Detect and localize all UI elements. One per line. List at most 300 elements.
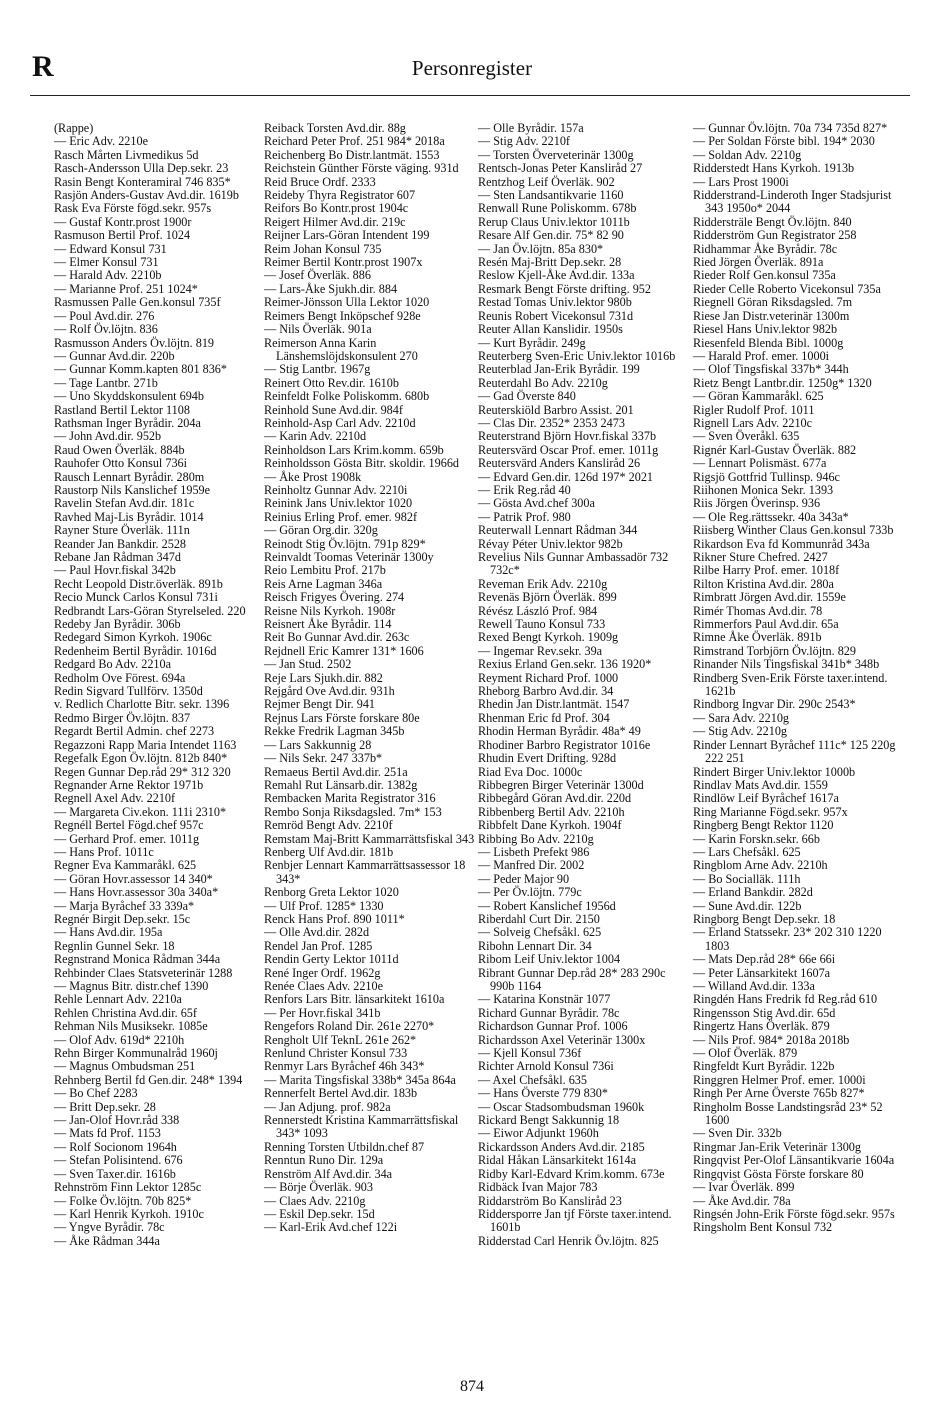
index-entry: Rebane Jan Rådman 347d — [54, 550, 181, 564]
index-entry: Rehbinder Claes Statsveterinär 1288 — [54, 965, 233, 980]
index-entry: Rigler Rudolf Prof. 1011 — [693, 402, 815, 417]
index-entry: — Ulf Prof. 1285* 1330 — [264, 898, 384, 913]
index-entry: Riesenfeld Blenda Bibl. 1000g — [693, 335, 844, 350]
index-entry: Reinius Erling Prof. emer. 982f — [264, 509, 417, 524]
index-entry: Revelius Nils Gunnar Ambassadör 732 732c* — [478, 550, 669, 578]
index-entry: v. Redlich Charlotte Bitr. sekr. 1396 — [54, 697, 230, 712]
index-entry: Reio Lembitu Prof. 217b — [264, 563, 386, 578]
index-entry: — Olof Adv. 619d* 2210h — [54, 1032, 185, 1047]
index-entry: — Erland Bankdir. 282d — [693, 885, 813, 900]
index-entry: — Ingemar Rev.sekr. 39a — [478, 643, 603, 658]
index-entry: — Marita Tingsfiskal 338b* 345a 864a — [264, 1072, 456, 1087]
index-entry: Redeby Jan Byrådir. 306b — [54, 617, 181, 632]
index-entry: — Rolf Öv.löjtn. 836 — [54, 322, 158, 337]
index-entry: — Kurt Byrådir. 249g — [478, 335, 586, 350]
index-entry: — Hans Prof. 1011c — [54, 844, 154, 859]
index-entry: — Folke Öv.löjtn. 70b 825* — [54, 1193, 192, 1208]
index-entry: Ringberg Bengt Rektor 1120 — [693, 818, 834, 833]
index-entry: — Claes Adv. 2210g — [264, 1193, 366, 1208]
index-entry: Ribbing Bo Adv. 2210g — [478, 831, 594, 846]
index-entry: — Gustaf Kontr.prost 1900r — [54, 214, 192, 229]
index-entry: Reje Lars Sjukh.dir. 882 — [264, 670, 383, 685]
index-entry: Rask Eva Förste fögd.sekr. 957s — [54, 201, 212, 216]
index-entry: Rasin Bengt Konteramiral 746 835* — [54, 174, 231, 189]
index-entry: — Mats fd Prof. 1153 — [54, 1126, 161, 1141]
index-entry: Riberdahl Curt Dir. 2150 — [478, 911, 600, 926]
index-entry: — Lars-Åke Sjukh.dir. 884 — [264, 281, 398, 296]
index-entry: Rilton Kristina Avd.dir. 280a — [693, 576, 834, 591]
index-entry: Ravhed Maj-Lis Byrådir. 1014 — [54, 509, 204, 524]
index-entry: Reslow Kjell-Åke Avd.dir. 133a — [478, 268, 635, 283]
index-entry: Rhenman Eric fd Prof. 304 — [478, 710, 610, 725]
index-entry: Rembacken Marita Registrator 316 — [264, 791, 436, 806]
index-entry: Raustorp Nils Kanslichef 1959e — [54, 482, 211, 497]
index-entry: — Peter Länsarkitekt 1607a — [693, 965, 831, 980]
index-entry: — Jan Adjung. prof. 982a — [264, 1099, 391, 1114]
index-entry: Rekke Fredrik Lagman 345b — [264, 724, 405, 739]
index-entry: — Yngve Byrådir. 78c — [54, 1220, 165, 1235]
index-entry: — Sven Dir. 332b — [693, 1126, 782, 1141]
index-entry: Reinholdsson Gösta Bitr. skoldir. 1966d — [264, 456, 460, 471]
index-entry: Ringsén John-Erik Förste fögd.sekr. 957s — [693, 1206, 895, 1221]
index-entry: Rimér Thomas Avd.dir. 78 — [693, 603, 823, 618]
index-entry: — Paul Hovr.fiskal 342b — [54, 563, 176, 578]
index-entry: Rehnberg Bertil fd Gen.dir. 248* 1394 — [54, 1072, 243, 1087]
index-entry: Rhodin Herman Byrådir. 48a* 49 — [478, 724, 641, 739]
index-entry: Redholm Ove Förest. 694a — [54, 670, 186, 685]
index-entry: Richter Arnold Konsul 736i — [478, 1059, 614, 1074]
index-entry: — Stig Adv. 2210g — [693, 724, 788, 739]
index-entry: Reisne Nils Kyrkoh. 1908r — [264, 603, 396, 618]
index-entry: — Solveig Chefsåkl. 625 — [478, 925, 602, 940]
index-entry: Renmyr Lars Byråchef 46h 343* — [264, 1059, 425, 1074]
index-entry: Ringh Per Arne Överste 765b 827* — [693, 1086, 865, 1101]
index-entry: — Karin Adv. 2210d — [264, 429, 367, 444]
index-entry: Ringensson Stig Avd.dir. 65d — [693, 1005, 836, 1020]
index-entry: Riese Jan Distr.veterinär 1300m — [693, 308, 850, 323]
index-entry: Rindborg Ingvar Dir. 290c 2543* — [693, 697, 856, 712]
index-entry: — John Avd.dir. 952b — [54, 429, 162, 444]
index-entry: Ribrant Gunnar Dep.råd 28* 283 290c 990b 1164 — [478, 965, 666, 993]
index-entry: Reinholdson Lars Krim.komm. 659b — [264, 442, 444, 457]
index-entry: Resmark Bengt Förste drifting. 952 — [478, 281, 651, 296]
index-entry: Rehn Birger Kommunalråd 1960j — [54, 1046, 218, 1061]
index-entry: Regner Eva Kammaråkl. 625 — [54, 858, 197, 873]
page-title: Personregister — [411, 56, 533, 80]
index-entry: Rasmussen Palle Gen.konsul 735f — [54, 295, 221, 310]
index-entry: — Soldan Adv. 2210g — [693, 147, 802, 162]
index-entry: Rejnus Lars Förste forskare 80e — [264, 710, 420, 725]
index-entry: Richardsson Axel Veterinär 1300x — [478, 1032, 646, 1047]
index-entry: Recio Munck Carlos Konsul 731i — [54, 590, 218, 605]
index-entry: Regnell Axel Adv. 2210f — [54, 791, 176, 806]
index-entry: Rehlen Christina Avd.dir. 65f — [54, 1005, 197, 1020]
index-entry: — Olof Tingsfiskal 337b* 344h — [693, 362, 849, 377]
index-entry: Ribom Leif Univ.lektor 1004 — [478, 952, 621, 967]
index-entry: Recht Leopold Distr.överläk. 891b — [54, 576, 223, 591]
index-entry: Rejgård Ove Avd.dir. 931h — [264, 684, 395, 699]
index-entry: Rikardson Eva fd Kommunråd 343a — [693, 536, 870, 551]
index-entry: Rejdnell Eric Kamrer 131* 1606 — [264, 643, 424, 658]
index-entry: Rindert Birger Univ.lektor 1000b — [693, 764, 856, 779]
index-entry: — Eiwor Adjunkt 1960h — [478, 1126, 599, 1141]
index-entry: Reuterstrand Björn Hovr.fiskal 337b — [478, 429, 657, 444]
index-entry: — Olle Byrådir. 157a — [478, 121, 584, 135]
index-entry: — Nils Sekr. 247 337b* — [264, 751, 383, 766]
index-entry: — Olle Avd.dir. 282d — [264, 925, 370, 940]
index-entry: Ridderstad Carl Henrik Öv.löjtn. 825 — [478, 1233, 659, 1248]
index-entry: Ringblom Arne Adv. 2210h — [693, 858, 828, 873]
index-entry: — Börje Överläk. 903 — [264, 1180, 373, 1195]
index-entry: — Stig Adv. 2210f — [478, 134, 570, 149]
page-number: 874 — [460, 1378, 484, 1395]
index-entry: — Nils Överläk. 901a — [264, 322, 372, 337]
index-entry: Resén Maj-Britt Dep.sekr. 28 — [478, 255, 622, 270]
index-entry: — Edvard Gen.dir. 126d 197* 2021 — [478, 469, 654, 484]
index-entry: Reiback Torsten Avd.dir. 88g — [264, 121, 406, 135]
index-entry: Reichenberg Bo Distr.lantmät. 1553 — [264, 147, 440, 162]
index-entry: Reyment Richard Prof. 1000 — [478, 670, 619, 685]
index-entry: Resare Alf Gen.dir. 75* 82 90 — [478, 228, 624, 243]
index-entry: Reinholtz Gunnar Adv. 2210i — [264, 482, 408, 497]
index-entry: — Britt Dep.sekr. 28 — [54, 1099, 156, 1114]
index-entry: — Hans Överste 779 830* — [478, 1086, 608, 1101]
index-entry: — Ivar Överläk. 899 — [693, 1180, 795, 1195]
index-entry: Reinvaldt Toomas Veterinär 1300y — [264, 550, 434, 564]
index-entry: Rasmusson Anders Öv.löjtn. 819 — [54, 335, 215, 350]
index-entry: — Uno Skyddskonsulent 694b — [54, 389, 204, 404]
index-entry: Riisberg Winther Claus Gen.konsul 733b — [693, 523, 894, 538]
index-entry: — Hans Hovr.assessor 30a 340a* — [54, 885, 219, 900]
index-entry: Ringfeldt Kurt Byrådir. 122b — [693, 1059, 835, 1074]
index-entry: — Bo Socialläk. 111h — [693, 871, 801, 886]
index-entry: Rimstrand Torbjörn Öv.löjtn. 829 — [693, 643, 856, 658]
index-entry: Reideby Thyra Registrator 607 — [264, 188, 416, 203]
index-entry: — Mats Dep.råd 28* 66e 66i — [693, 952, 836, 967]
index-entry: Renberg Ulf Avd.dir. 181b — [264, 844, 394, 859]
index-entry: Regnlin Gunnel Sekr. 18 — [54, 938, 175, 953]
index-entry: Regardt Bertil Admin. chef 2273 — [54, 724, 215, 739]
index-entry: Rexed Bengt Kyrkoh. 1909g — [478, 630, 619, 645]
index-entry: — Marja Byråchef 33 339a* — [54, 898, 195, 913]
index-entry: Rayner Sture Överläk. 111n — [54, 523, 190, 538]
index-entry: Reim Johan Konsul 735 — [264, 241, 382, 256]
index-column-2 — [264, 122, 476, 1235]
index-entry: Rastland Bertil Lektor 1108 — [54, 402, 190, 417]
index-entry: Rasjön Anders-Gustav Avd.dir. 1619b — [54, 188, 239, 203]
index-entry: Ridhammar Åke Byrådir. 78c — [693, 241, 838, 256]
index-entry: — Katarina Konstnär 1077 — [478, 992, 611, 1007]
index-entry: Renntun Runo Dir. 129a — [264, 1153, 384, 1168]
index-entry: Rauhofer Otto Konsul 736i — [54, 456, 188, 471]
index-entry: — Sven Överåkl. 635 — [693, 429, 800, 444]
index-entry: Rengholt Ulf TeknL 261e 262* — [264, 1032, 417, 1047]
index-entry: Regnstrand Monica Rådman 344a — [54, 952, 221, 967]
index-entry: Rengefors Roland Dir. 261e 2270* — [264, 1019, 435, 1034]
index-entry: — Karin Forskn.sekr. 66b — [693, 831, 820, 846]
index-entry: Reisnert Åke Byrådir. 114 — [264, 617, 392, 632]
index-entry: Reuterwall Lennart Rådman 344 — [478, 523, 638, 538]
index-entry: Ridbäck Ivan Major 783 — [478, 1180, 598, 1195]
index-entry: Ravelin Stefan Avd.dir. 181c — [54, 496, 195, 511]
index-entry: Redgard Bo Adv. 2210a — [54, 657, 172, 672]
index-entry: — Margareta Civ.ekon. 111i 2310* — [54, 804, 227, 819]
index-entry: Reveman Erik Adv. 2210g — [478, 576, 608, 591]
index-entry: Rasch-Andersson Ulla Dep.sekr. 23 — [54, 161, 229, 176]
index-entry: Rennerfelt Bertel Avd.dir. 183b — [264, 1086, 418, 1101]
index-entry: Richard Gunnar Byrådir. 78c — [478, 1005, 620, 1020]
index-entry: — Clas Dir. 2352* 2353 2473 — [478, 415, 625, 430]
index-entry: Remröd Bengt Adv. 2210f — [264, 818, 393, 833]
index-entry: Reuterskiöld Barbro Assist. 201 — [478, 402, 634, 417]
index-entry: Rimmerfors Paul Avd.dir. 65a — [693, 617, 839, 632]
index-entry: — Hans Avd.dir. 195a — [54, 925, 163, 940]
index-entry: — Bo Chef 2283 — [54, 1086, 138, 1101]
index-entry: Regnér Birgit Dep.sekr. 15c — [54, 911, 191, 926]
index-entry: Ridderström Gun Registrator 258 — [693, 228, 857, 243]
index-entry: — Olof Överläk. 879 — [693, 1046, 798, 1061]
index-entry: Rennerstedt Kristina Kammarrättsfiskal 343* 1093 — [264, 1113, 459, 1141]
index-entry: — Nils Prof. 984* 2018a 2018b — [693, 1032, 850, 1047]
index-entry: Renström Alf Avd.dir. 34a — [264, 1166, 393, 1181]
index-entry: — Gunnar Öv.löjtn. 70a 734 735d 827* — [693, 121, 888, 135]
index-entry: Rhodiner Barbro Registrator 1016e — [478, 737, 651, 752]
index-entry: Ringholm Bosse Landstingsråd 23* 52 1600 — [693, 1099, 883, 1128]
index-entry: Rehnström Finn Lektor 1285c — [54, 1180, 202, 1195]
index-entry: Ringdén Hans Fredrik fd Reg.råd 610 — [693, 992, 878, 1007]
index-entry: — Ole Reg.rättssekr. 40a 343a* — [693, 509, 849, 524]
index-entry: — Stefan Polisintend. 676 — [54, 1153, 183, 1168]
index-entry: — Willand Avd.dir. 133a — [693, 979, 815, 993]
index-entry: Reutersvärd Anders Kanslіråd 26 — [478, 456, 641, 471]
index-entry: — Göran Org.dir. 320g — [264, 523, 378, 538]
index-entry: — Lars Sakkunnig 28 — [264, 737, 372, 752]
index-entry: — Göran Hovr.assessor 14 340* — [54, 871, 213, 886]
index-entry: Rasmuson Bertil Prof. 1024 — [54, 228, 191, 243]
index-entry: — Jan Stud. 2502 — [264, 657, 352, 672]
index-entry: — Lennart Polismäst. 677a — [693, 456, 827, 471]
index-entry: — Sara Adv. 2210g — [693, 710, 790, 725]
index-entry: Regen Gunnar Dep.råd 29* 312 320 — [54, 764, 231, 779]
index-entry: Rimne Åke Överläk. 891b — [693, 630, 822, 645]
index-entry: Rieder Rolf Gen.konsul 735a — [693, 268, 836, 283]
index-entry: Renbjer Lennart Kammarrättsassessor 18 343* — [264, 858, 466, 886]
index-entry: Reichard Peter Prof. 251 984* 2018a — [264, 134, 445, 149]
index-entry: Ridal Håkan Länsarkitekt 1614a — [478, 1153, 637, 1168]
index-entry: Reichstein Günther Förste väging. 931d — [264, 161, 459, 176]
index-entry: — Lars Prost 1900i — [693, 174, 789, 189]
index-entry: Reinhold-Asp Carl Adv. 2210d — [264, 415, 416, 430]
index-entry: — Gerhard Prof. emer. 1011g — [54, 831, 200, 846]
index-entry: Révész László Prof. 984 — [478, 603, 598, 618]
index-entry: Rhedin Jan Distr.lantmät. 1547 — [478, 697, 630, 712]
index-entry: — Per Öv.löjtn. 779c — [478, 885, 582, 900]
index-entry: Rieder Celle Roberto Vicekonsul 735a — [693, 281, 881, 296]
index-entry: Ridderstrand-Linderoth Inger Stadsjurist 343 1950o* 2044 — [693, 188, 892, 216]
index-entry: Redmo Birger Öv.löjtn. 837 — [54, 710, 191, 725]
index-entry: Ribbegård Göran Avd.dir. 220d — [478, 791, 632, 806]
index-entry: Rausch Lennart Byrådir. 280m — [54, 469, 205, 484]
index-entry: Reinodt Stig Öv.löjtn. 791p 829* — [264, 536, 426, 551]
index-entry: Riesel Hans Univ.lektor 982b — [693, 322, 838, 337]
index-entry: Rasch Mårten Livmedikus 5d — [54, 147, 199, 162]
index-entry: Rendel Jan Prof. 1285 — [264, 938, 373, 953]
index-entry: Rhudin Evert Drifting. 928d — [478, 751, 617, 766]
index-entry: Regnéll Bertel Fögd.chef 957c — [54, 818, 204, 833]
index-entry: Renwall Rune Poliskomm. 678b — [478, 201, 637, 216]
index-entry: Riddersporre Jan tjf Förste taxer.intend. 1601b — [478, 1206, 672, 1235]
index-entry: Reuterdahl Bo Adv. 2210g — [478, 375, 608, 390]
header-rule — [30, 95, 910, 96]
index-entry: Renning Torsten Utbildn.chef 87 — [264, 1139, 425, 1154]
index-entry: Redbrandt Lars-Göran Styrelseled. 220 — [54, 603, 246, 618]
index-entry: — Gunnar Avd.dir. 220b — [54, 348, 175, 363]
index-entry: Rindlav Mats Avd.dir. 1559 — [693, 777, 828, 792]
index-entry: Richardson Gunnar Prof. 1006 — [478, 1019, 628, 1034]
index-entry: Rentzhog Leif Överläk. 902 — [478, 174, 615, 189]
index-entry: Rendin Gerty Lektor 1011d — [264, 952, 399, 967]
index-entry: — Oscar Stadsombudsman 1960k — [478, 1099, 645, 1114]
header-letter: R — [32, 50, 54, 83]
index-entry: — Karl-Erik Avd.chef 122i — [264, 1220, 398, 1235]
index-entry: Reinink Jans Univ.lektor 1020 — [264, 496, 413, 511]
index-entry: Restad Tomas Univ.lektor 980b — [478, 295, 632, 310]
index-entry: Révay Péter Univ.lektor 982b — [478, 536, 623, 551]
index-column-1 — [54, 122, 266, 1248]
index-entry: Rigsjö Gottfrid Tullinsp. 946c — [693, 469, 840, 484]
index-entry: Rignell Lars Adv. 2210c — [693, 415, 813, 430]
index-entry: Ringqvist Gösta Förste forskare 80 — [693, 1166, 864, 1181]
index-entry: Reinfeldt Folke Poliskomm. 680b — [264, 389, 430, 404]
index-entry: — Josef Överläk. 886 — [264, 268, 371, 283]
index-entry: Rehman Nils Musiksekr. 1085e — [54, 1019, 208, 1034]
index-entry: — Kjell Konsul 736f — [478, 1046, 582, 1061]
index-entry: Rejmer Bengt Dir. 941 — [264, 697, 376, 712]
index-entry: Rexius Erland Gen.sekr. 136 1920* — [478, 657, 652, 672]
index-entry: Renlund Christer Konsul 733 — [264, 1046, 408, 1061]
index-entry: Reuter Allan Kanslidir. 1950s — [478, 322, 623, 337]
index-entry: — Axel Chefsåkl. 635 — [478, 1072, 587, 1087]
index-entry: Ringborg Bengt Dep.sekr. 18 — [693, 911, 836, 926]
index-entry: — Tage Lantbr. 271b — [54, 375, 158, 390]
index-entry: Ringertz Hans Överläk. 879 — [693, 1019, 830, 1034]
index-entry: — Patrik Prof. 980 — [478, 509, 571, 524]
index-entry: Reimerson Anna Karin Länshemslöjdskonsulent 270 — [264, 335, 418, 363]
index-column-4 — [693, 122, 905, 1235]
index-entry: Redin Sigvard Tullförv. 1350d — [54, 684, 203, 699]
index-entry: Riad Eva Doc. 1000c — [478, 764, 583, 779]
index-entry: — Erland Statssekr. 23* 202 310 1220 1803 — [693, 925, 882, 953]
index-entry: Reisch Frigyes Övering. 274 — [264, 590, 405, 605]
index-entry: — Rolf Socionom 1964h — [54, 1139, 177, 1154]
index-column-3 — [478, 122, 690, 1248]
index-entry: Rinder Lennart Byråchef 111c* 125 220g 222 251 — [693, 737, 896, 766]
index-entry: — Eskil Dep.sekr. 15d — [264, 1206, 375, 1221]
index-entry: Regefalk Egon Öv.löjtn. 812b 840* — [54, 751, 228, 766]
index-entry: — Stig Lantbr. 1967g — [264, 362, 371, 377]
index-entry: Rietz Bengt Lantbr.dir. 1250g* 1320 — [693, 375, 872, 390]
index-entry: Ried Jörgen Överläk. 891a — [693, 255, 824, 270]
index-entry: Riddarström Bo Kanslіråd 23 — [478, 1193, 622, 1208]
index-entry: Reimers Bengt Inköpschef 928e — [264, 308, 421, 323]
index-entry: — Poul Avd.dir. 276 — [54, 308, 155, 323]
index-entry: Rimbratt Jörgen Avd.dir. 1559e — [693, 590, 846, 605]
index-entry: Rembo Sonja Riksdagsled. 7m* 153 — [264, 804, 442, 819]
index-entry: Riegnell Göran Riksdagsled. 7m — [693, 295, 853, 310]
index-entry: Redenheim Bertil Byrådir. 1016d — [54, 643, 217, 658]
index-entry: Rindlöw Leif Byråchef 1617a — [693, 791, 839, 806]
index-entry: Remstam Maj-Britt Kammarrättsfiskal 343 — [264, 831, 475, 846]
index-entry: — Robert Kanslichef 1956d — [478, 898, 616, 913]
index-entry: — Erik Reg.råd 40 — [478, 482, 571, 497]
index-entry: Rewell Tauno Konsul 733 — [478, 617, 606, 632]
index-entry: Rentsch-Jonas Peter Kansliråd 27 — [478, 161, 643, 176]
index-entry: Remahl Rut Länsarb.dir. 1382g — [264, 777, 418, 792]
index-entry: Reimer Bertil Kontr.prost 1907x — [264, 255, 423, 270]
index-entry: Reid Bruce Ordf. 2333 — [264, 174, 376, 189]
index-entry: Rindberg Sven-Erik Förste taxer.intend. 1621b — [693, 670, 888, 699]
index-entry: Rilbe Harry Prof. emer. 1018f — [693, 563, 840, 578]
index-entry: Riis Jörgen Överinsp. 936 — [693, 496, 821, 511]
index-entry: Renck Hans Prof. 890 1011* — [264, 911, 405, 926]
index-entry: — Manfred Dir. 2002 — [478, 858, 585, 873]
index-entry: Reinhold Sune Avd.dir. 984f — [264, 402, 403, 417]
index-entry: Reifors Bo Kontr.prost 1904c — [264, 201, 409, 216]
index-entry: Raud Owen Överläk. 884b — [54, 442, 185, 457]
index-entry: Rinander Nils Tingsfiskal 341b* 348b — [693, 657, 880, 672]
index-entry: — Harald Adv. 2210b — [54, 268, 162, 283]
index-entry: — Jan Öv.löjtn. 85a 830* — [478, 241, 604, 256]
index-entry: Rehle Lennart Adv. 2210a — [54, 992, 182, 1007]
index-entry: — Sven Taxer.dir. 1616b — [54, 1166, 176, 1181]
index-entry: — Lars Chefsåkl. 625 — [693, 844, 801, 859]
index-entry: (Rappe) — [54, 121, 94, 135]
index-entry: — Peder Major 90 — [478, 871, 570, 886]
index-entry: — Per Soldan Förste bibl. 194* 2030 — [693, 134, 875, 149]
index-entry: — Åke Prost 1908k — [264, 469, 362, 484]
index-entry: — Edward Konsul 731 — [54, 241, 167, 256]
index-entry: — Göran Kammaråkl. 625 — [693, 389, 824, 404]
index-entry: Rerup Claus Univ.lektor 1011b — [478, 214, 630, 229]
index-entry: — Lisbeth Prefekt 986 — [478, 844, 590, 859]
index-entry: Rheborg Barbro Avd.dir. 34 — [478, 684, 614, 699]
index-entry: Ring Marianne Fögd.sekr. 957x — [693, 804, 848, 819]
index-entry: Ringsholm Bent Konsul 732 — [693, 1220, 833, 1235]
index-entry: Reigert Hilmer Avd.dir. 219c — [264, 214, 406, 229]
index-entry: Ringqvist Per-Olof Länsantikvarie 1604a — [693, 1153, 895, 1168]
index-entry: Renfors Lars Bitr. länsarkitekt 1610a — [264, 992, 445, 1007]
index-entry: Renborg Greta Lektor 1020 — [264, 885, 399, 900]
index-entry: Regazzoni Rapp Maria Intendet 1163 — [54, 737, 237, 752]
index-entry: Rikner Sture Chefred. 2427 — [693, 550, 828, 564]
index-entry: Ridby Karl-Edvard Krim.komm. 673e — [478, 1166, 665, 1181]
index-entry: Riddersträle Bengt Öv.löjtn. 840 — [693, 214, 852, 229]
index-entry: — Eric Adv. 2210e — [54, 134, 148, 149]
index-entry: Ribbegren Birger Veterinär 1300d — [478, 777, 644, 792]
index-entry: Reander Jan Bankdir. 2528 — [54, 536, 187, 551]
index-entry: — Åke Avd.dir. 78a — [693, 1193, 791, 1208]
index-entry: — Elmer Konsul 731 — [54, 255, 159, 270]
index-entry: Reutersvärd Oscar Prof. emer. 1011g — [478, 442, 659, 457]
index-entry: Rickardsson Anders Avd.dir. 2185 — [478, 1139, 645, 1154]
index-entry: Reimer-Jönsson Ulla Lektor 1020 — [264, 295, 430, 310]
index-entry: Regnander Arne Rektor 1971b — [54, 777, 204, 792]
index-entry: Reinert Otto Rev.dir. 1610b — [264, 375, 399, 390]
index-entry: Reuterberg Sven-Eric Univ.lektor 1016b — [478, 348, 676, 363]
index-entry: — Sten Landsantikvarie 1160 — [478, 188, 624, 203]
index-entry: Reuterblad Jan-Erik Byrådir. 199 — [478, 362, 640, 377]
index-entry: — Harald Prof. emer. 1000i — [693, 348, 830, 363]
